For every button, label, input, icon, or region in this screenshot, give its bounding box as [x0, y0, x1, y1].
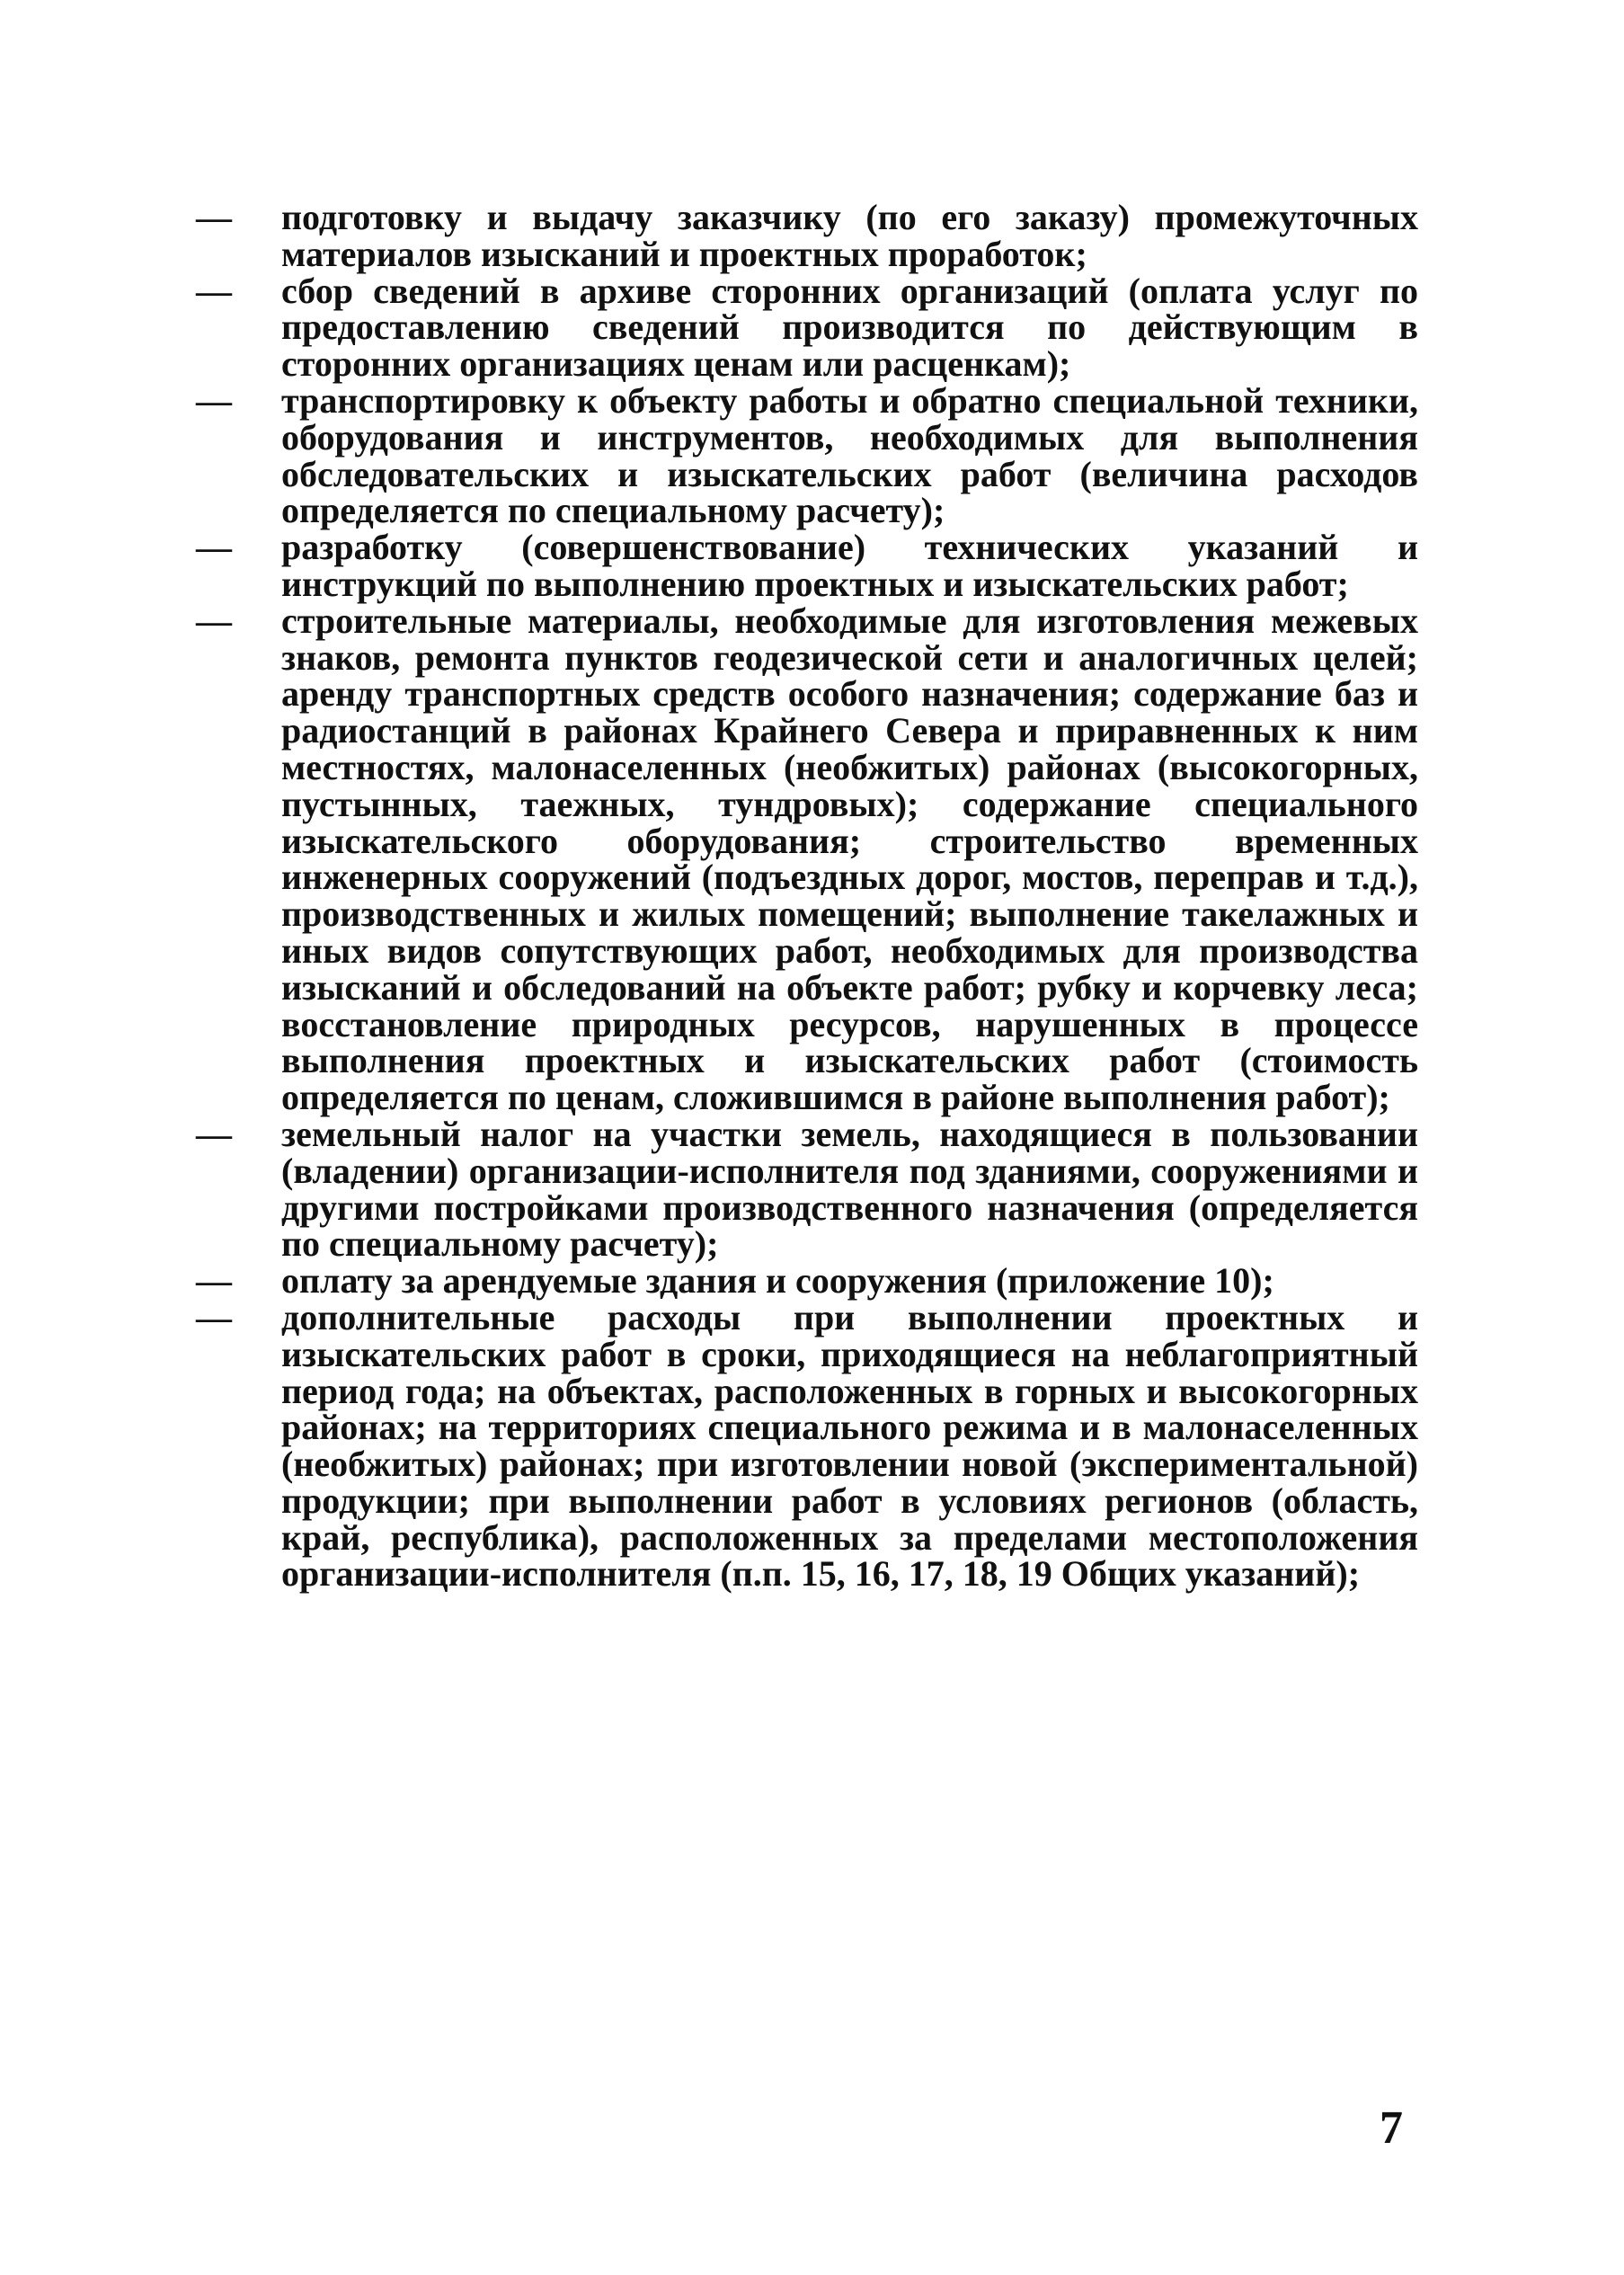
list-item — [196, 1296, 1418, 1595]
list-item-text: оплату за арендуемые здания и сооружения (приложение 10); — [281, 1260, 1274, 1302]
list-item — [196, 1260, 1418, 1302]
dash-bullet: — — [196, 379, 232, 421]
list-item-text: строительные материалы, необходимые для изготовления межевых знаков, ремонта пунктов геодезической сети и аналогичных целей; аренду транспортных средств особого назначения; содержание баз и радиостанций в районах Крайнего Севера и приравненных к ним местностях, малонаселенных (необжитых) районах (высокогорных, пустынных, таежных, тундровых); содержание специального изыскательского оборудования; строительство временных инженерных сооружений (подъездных дорог, мостов, переправ и т.д.), производственных и жилых помещений; выполнение такелажных и иных видов сопутствующих работ, необходимых для производства изысканий и обследований на объекте работ; рубку и корчевку леса; восстановление природных ресурсов, нарушенных в процессе выполнения проектных и изыскательских работ (стоимость определяется по ценам, сложившимся в районе выполнения работ); — [281, 600, 1418, 1118]
dash-bullet: — — [196, 1113, 232, 1154]
list-item — [196, 270, 1418, 385]
bullet-list — [196, 197, 1418, 1595]
list-item — [196, 197, 1418, 274]
list-item-text: дополнительные расходы при выполнении проектных и изыскательских работ в сроки, приходящиеся на неблагоприятный период года; на объектах, расположенных в горных и высокогорных районах; на территориях специального режима и в малонаселенных (необжитых) районах; при изготовлении новой (экспериментальной) продукции; при выполнении работ в условиях регионов (область, край, республика), расположенных за пределами местоположения организации-исполнителя (п.п. 15, 16, 17, 18, 19 Общих указаний); — [281, 1296, 1418, 1595]
list-item — [196, 1113, 1418, 1265]
page-number: 7 — [1380, 2102, 1403, 2154]
dash-bullet: — — [196, 270, 232, 311]
list-item — [196, 529, 1418, 603]
dash-bullet: — — [196, 1260, 232, 1302]
dash-bullet: — — [196, 1296, 232, 1337]
list-item-text: разработку (совершенствование) технических указаний и инструкций по выполнению проектных и изыскательских работ; — [281, 527, 1418, 604]
dash-bullet: — — [196, 197, 232, 237]
list-item-text: земельный налог на участки земель, находящиеся в пользовании (владении) организации-исполнителя под зданиями, сооружениями и другими постройками производственного назначения (определяется по специальному расчету); — [281, 1113, 1418, 1265]
list-item-text: транспортировку к объекту работы и обратно специальной техники, оборудования и инструментов, необходимых для выполнения обследовательских и изыскательских работ (величина расходов определяется по специальному расчету); — [281, 379, 1418, 531]
list-item-text: сбор сведений в архиве сторонних организаций (оплата услуг по предоставлению сведений производится по действующим в сторонних организациях ценам или расценкам); — [281, 270, 1418, 385]
list-item-text: подготовку и выдачу заказчику (по его заказу) промежуточных материалов изысканий и проектных проработок; — [281, 197, 1418, 274]
list-item — [196, 379, 1418, 531]
dash-bullet: — — [196, 527, 232, 568]
dash-bullet: — — [196, 600, 232, 641]
list-item — [196, 600, 1418, 1118]
